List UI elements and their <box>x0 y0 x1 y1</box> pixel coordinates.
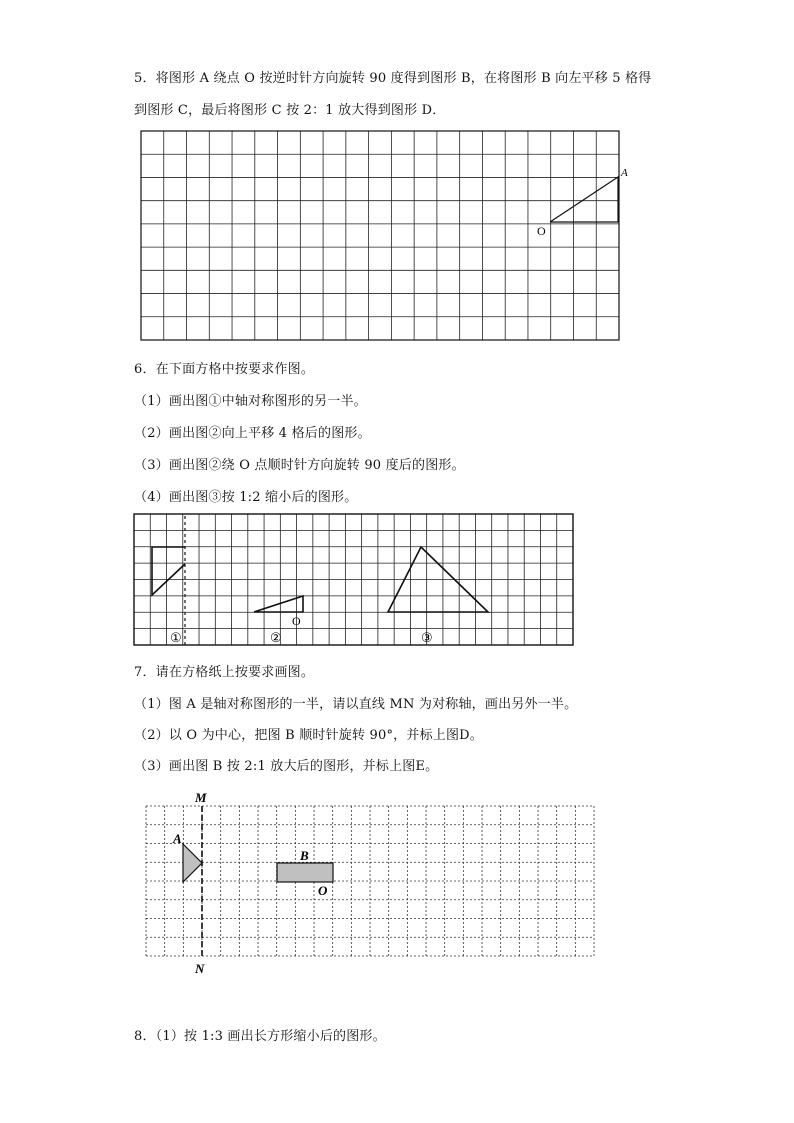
q5-text-line2: 到图形 C，最后将图形 C 按 2：1 放大得到图形 D． <box>134 103 446 118</box>
q5-grid-border <box>141 131 619 340</box>
q5-label-a: A <box>621 167 628 179</box>
q8-text-line1: 8．（1）按 1:3 画出长方形缩小后的图形。 <box>134 1029 386 1044</box>
q6-figure-3 <box>388 547 488 612</box>
q6-figure-2 <box>254 596 303 612</box>
q7-label-b: B <box>300 848 309 863</box>
q7-title: 7．请在方格纸上按要求画图。 <box>134 665 315 680</box>
q6-label-o: O <box>292 614 301 628</box>
q6-item-3: （3）画出图②绕 O 点顺时针方向旋转 90 度后的图形。 <box>134 458 465 473</box>
figure-a-shape <box>550 177 618 222</box>
q5-text-line1: 5．将图形 A 绕点 O 按逆时针方向旋转 90 度得到图形 B，在将图形 B 向左平移 5 格得 <box>134 71 652 86</box>
q7-item-3: （3）画出图 B 按 2:1 放大后的图形，并标上图E。 <box>134 759 439 774</box>
q7-label-n: N <box>195 961 205 976</box>
q7-figure-b <box>277 863 333 882</box>
q6-marker-1: ① <box>170 631 182 646</box>
q7-item-1: （1）图 A 是轴对称图形的一半，请以直线 MN 为对称轴，画出另外一半。 <box>134 697 578 712</box>
q6-grid-lines <box>134 514 573 645</box>
q5-label-o: O <box>537 224 546 238</box>
q6-grid-border <box>134 514 573 645</box>
q7-label-a: A <box>173 831 182 846</box>
q7-label-o: O <box>318 883 328 898</box>
q6-item-4: （4）画出图③按 1:2 缩小后的图形。 <box>134 490 358 505</box>
q6-marker-2: ② <box>270 631 282 646</box>
q7-label-m: M <box>195 790 207 805</box>
q6-item-2: （2）画出图②向上平移 4 格后的图形。 <box>134 426 371 441</box>
q7-grid-lines <box>146 806 594 956</box>
q6-item-1: （1）画出图①中轴对称图形的另一半。 <box>134 394 367 409</box>
q5-grid-lines <box>141 131 619 340</box>
q6-marker-3: ③ <box>421 631 433 646</box>
q7-figure-a <box>183 844 202 882</box>
q6-figure-1 <box>152 547 185 595</box>
q5-figure-a <box>550 177 618 222</box>
q7-item-2: （2）以 O 为中心，把图 B 顺时针旋转 90°，并标上图D。 <box>134 728 484 743</box>
q6-title: 6．在下面方格中按要求作图。 <box>134 362 315 377</box>
